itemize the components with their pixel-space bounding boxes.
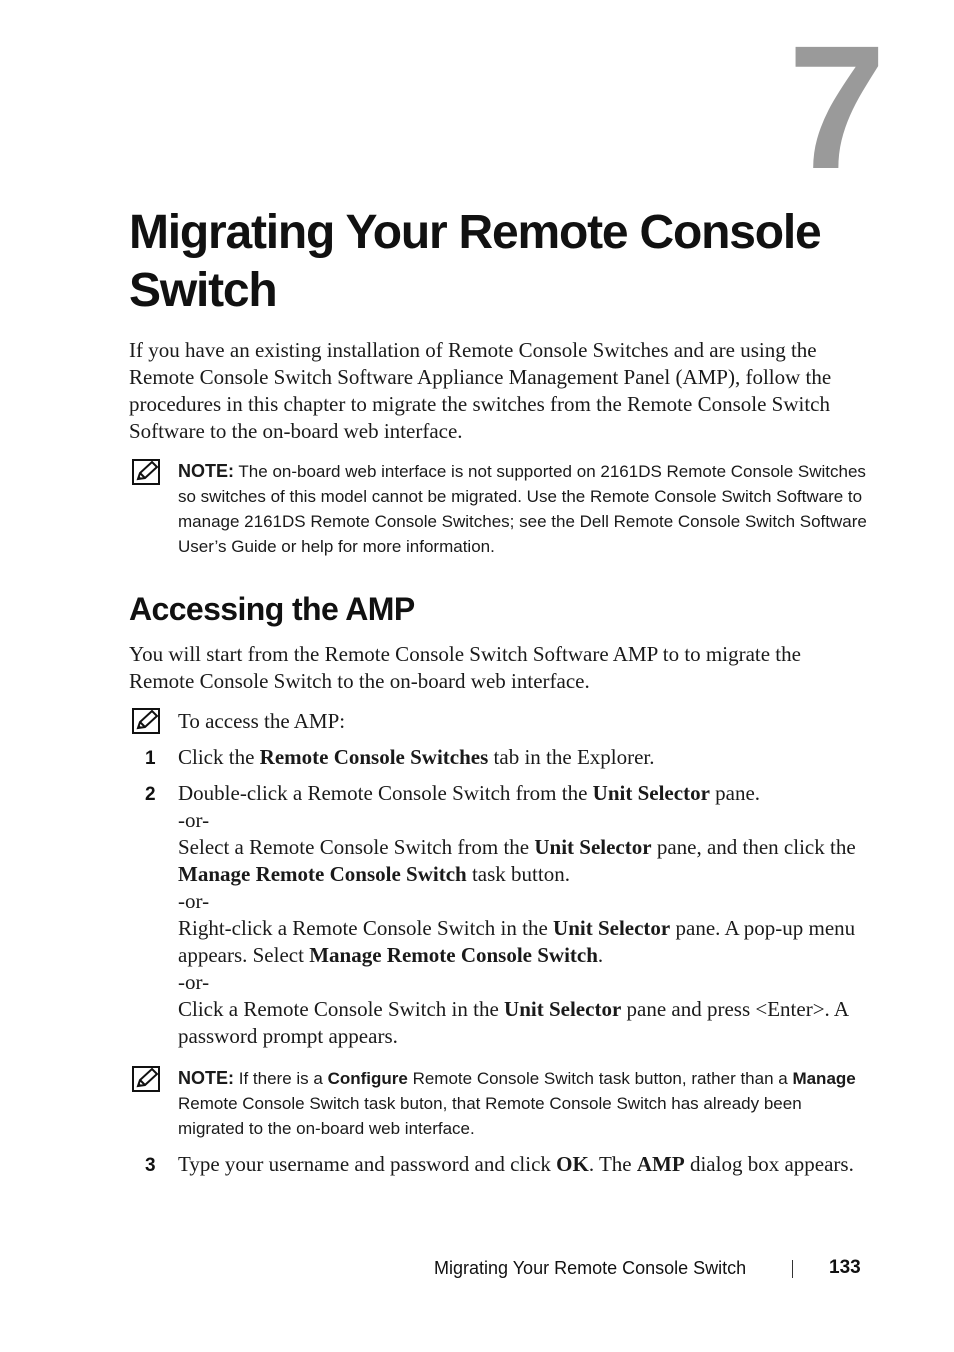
- step-text: task button.: [466, 862, 570, 886]
- step-text: Type your username and password and click: [178, 1152, 557, 1176]
- ui-term: Unit Selector: [553, 916, 671, 940]
- step-text: Click a Remote Console Switch in the: [178, 997, 505, 1021]
- ui-term: Remote Console Switches: [259, 745, 489, 769]
- ui-term: Configure: [327, 1069, 408, 1088]
- ui-term: Unit Selector: [534, 835, 652, 859]
- or-separator: -or-: [178, 889, 210, 913]
- intro-paragraph: If you have an existing installation of Remote Console Switches and are using the Remote Console Switch Software Appliance Management Panel (AMP), follow the procedures in this chapter to migrate the switches from the Remote Console Switch Software to the on-board web interface.: [129, 338, 832, 443]
- footer-chapter-title: Migrating Your Remote Console Switch: [434, 1258, 747, 1278]
- ui-term: Manage: [792, 1069, 856, 1088]
- note-access-amp: To access the AMP:: [178, 709, 346, 733]
- step-text: Select a Remote Console Switch from the: [178, 835, 535, 859]
- ui-term: Unit Selector: [504, 997, 622, 1021]
- note-text: Remote Console Switch task button, rather than a: [407, 1069, 793, 1088]
- step-text: pane.: [709, 781, 761, 805]
- page-number: 133: [829, 1257, 861, 1278]
- or-separator: -or-: [178, 808, 210, 832]
- note-text: The on-board web interface is not supported on 2161DS Remote Console Switches so switches of this model cannot be migrated. Use the Remote Console Switch Software to manage 2161DS Remote Console Switches; see the Dell Remote Console Switch Software User’s Guide or help for more information.: [178, 462, 867, 556]
- step-text: pane, and then click the: [651, 835, 856, 859]
- step-text: .: [597, 943, 604, 967]
- step-text: . The: [588, 1152, 637, 1176]
- step-text: Click the: [178, 745, 260, 769]
- note-label: NOTE:: [178, 1068, 234, 1088]
- ui-term: Manage Remote Console Switch: [309, 943, 598, 967]
- or-separator: -or-: [178, 970, 210, 994]
- step-text: Right-click a Remote Console Switch in the: [178, 916, 554, 940]
- note-label: NOTE:: [178, 461, 234, 481]
- section-heading: Accessing the AMP: [129, 591, 415, 627]
- note-already-migrated: [178, 1066, 868, 1141]
- chapter-number: 7: [788, 10, 882, 206]
- step-2: [178, 780, 868, 1050]
- ui-term: Manage Remote Console Switch: [178, 862, 467, 886]
- pencil-note-icon: [132, 708, 160, 734]
- step-number: 3: [145, 1155, 156, 1176]
- step-3: [178, 1151, 868, 1178]
- step-text: pane. A pop-up menu appears. Select: [178, 916, 856, 967]
- note-text: If there is a: [238, 1069, 328, 1088]
- ui-term: OK: [556, 1152, 589, 1176]
- ui-term: Unit Selector: [592, 781, 710, 805]
- pencil-note-icon: [132, 1066, 160, 1092]
- note-text: Remote Console Switch task buton, that Remote Console Switch has already been migrated to the on-board web interface.: [178, 1094, 802, 1138]
- page-title: Migrating Your Remote Console Switch: [129, 206, 821, 317]
- step-number: 2: [145, 784, 156, 805]
- section-intro: You will start from the Remote Console Switch Software AMP to to migrate the Remote Console Switch to the on-board web interface.: [129, 642, 801, 693]
- ui-term: AMP: [636, 1152, 685, 1176]
- step-1: [178, 744, 868, 771]
- pencil-note-icon: [132, 459, 160, 485]
- step-text: Double-click a Remote Console Switch from the: [178, 781, 593, 805]
- step-text: dialog box appears.: [684, 1152, 854, 1176]
- step-text: pane and press <Enter>. A password prompt appears.: [178, 997, 848, 1048]
- step-number: 1: [145, 748, 156, 769]
- note-unsupported: [178, 459, 868, 559]
- step-text: tab in the Explorer.: [488, 745, 655, 769]
- footer-divider: [792, 1260, 793, 1278]
